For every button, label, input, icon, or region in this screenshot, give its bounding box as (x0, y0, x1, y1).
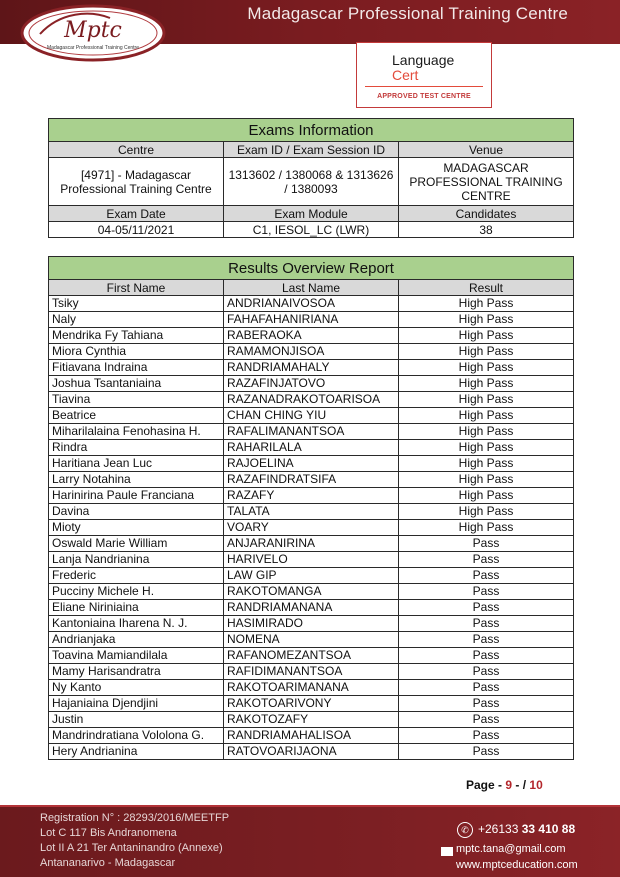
result-cell: Pass (399, 744, 574, 760)
last-name-cell: RAHARILALA (224, 440, 399, 456)
last-name-cell: RAFIDIMANANTSOA (224, 664, 399, 680)
phone-prefix: +26133 (478, 822, 519, 836)
first-name-cell: Haritiana Jean Luc (49, 456, 224, 472)
first-name-cell: Mendrika Fy Tahiana (49, 328, 224, 344)
table-row (49, 328, 574, 344)
mptc-logo (20, 4, 166, 62)
last-name-cell: RAFANOMEZANTSOA (224, 648, 399, 664)
phone-main: 33 410 88 (521, 822, 576, 836)
table-row (49, 568, 574, 584)
table-row (49, 600, 574, 616)
table-row (49, 728, 574, 744)
header-candidates: Candidates (399, 206, 574, 222)
table-row (49, 712, 574, 728)
first-name-cell: Tiavina (49, 392, 224, 408)
last-name-cell: RAZAFINDRATSIFA (224, 472, 399, 488)
page-number (466, 778, 543, 792)
exam-module-value: C1, IESOL_LC (LWR) (224, 222, 399, 238)
first-name-cell: Miharilalaina Fenohasina H. (49, 424, 224, 440)
registration-number: Registration N° : 28293/2016/MEETFP (40, 812, 230, 824)
result-cell: High Pass (399, 312, 574, 328)
result-cell: Pass (399, 648, 574, 664)
last-name-cell: ANDRIANAIVOSOA (224, 296, 399, 312)
results-body (49, 296, 574, 760)
last-name-cell: RAZAFINJATOVO (224, 376, 399, 392)
result-cell: Pass (399, 728, 574, 744)
header-venue: Venue (399, 142, 574, 158)
language-cert-badge (356, 42, 492, 108)
first-name-cell: Mioty (49, 520, 224, 536)
email-link[interactable]: mptc.tana@gmail.com (456, 843, 566, 855)
last-name-cell: CHAN CHING YIU (224, 408, 399, 424)
table-row (49, 696, 574, 712)
result-cell: Pass (399, 712, 574, 728)
result-cell: High Pass (399, 392, 574, 408)
table-row (49, 744, 574, 760)
last-name-cell: RAKOTOARIVONY (224, 696, 399, 712)
first-name-cell: Beatrice (49, 408, 224, 424)
first-name-cell: Toavina Mamiandilala (49, 648, 224, 664)
language-cert-line1: Language (392, 52, 455, 68)
last-name-cell: HARIVELO (224, 552, 399, 568)
table-row (49, 616, 574, 632)
logo-subtext: Madagascar Professional Training Centre (47, 45, 139, 51)
table-row (49, 360, 574, 376)
result-cell: High Pass (399, 376, 574, 392)
table-row (49, 376, 574, 392)
last-name-cell: RANDRIAMANANA (224, 600, 399, 616)
exams-information-title: Exams Information (49, 119, 574, 142)
exam-id-value: 1313602 / 1380068 & 1313626 / 1380093 (224, 158, 399, 206)
first-name-cell: Mamy Harisandratra (49, 664, 224, 680)
last-name-cell: RAFALIMANANTSOA (224, 424, 399, 440)
header-title: Madagascar Professional Training Centre (247, 4, 568, 23)
mail-icon (441, 847, 453, 856)
candidates-value: 38 (399, 222, 574, 238)
last-name-cell: RANDRIAMAHALY (224, 360, 399, 376)
first-name-cell: Mandrindratiana Vololona G. (49, 728, 224, 744)
address-line-1: Lot C 117 Bis Andranomena (40, 827, 177, 839)
last-name-cell: RAKOTOMANGA (224, 584, 399, 600)
table-row (49, 456, 574, 472)
approved-test-centre-label: APPROVED TEST CENTRE (377, 93, 471, 100)
first-name-cell: Larry Notahina (49, 472, 224, 488)
phone-icon: ✆ (457, 822, 473, 838)
address-line-3: Antananarivo - Madagascar (40, 857, 176, 869)
table-row (49, 472, 574, 488)
result-cell: High Pass (399, 440, 574, 456)
last-name-cell: RAJOELINA (224, 456, 399, 472)
last-name-cell: RAZANADRAKOTOARISOA (224, 392, 399, 408)
last-name-cell: HASIMIRADO (224, 616, 399, 632)
result-cell: High Pass (399, 328, 574, 344)
page-footer (0, 805, 620, 877)
result-cell: Pass (399, 632, 574, 648)
page-total: 10 (529, 778, 543, 792)
table-row (49, 552, 574, 568)
table-row (49, 520, 574, 536)
first-name-cell: Kantoniaina Iharena N. J. (49, 616, 224, 632)
result-cell: High Pass (399, 344, 574, 360)
last-name-cell: LAW GIP (224, 568, 399, 584)
result-cell: High Pass (399, 456, 574, 472)
table-row (49, 536, 574, 552)
table-row (49, 344, 574, 360)
language-cert-line2: Cert (392, 67, 419, 83)
first-name-cell: Miora Cynthia (49, 344, 224, 360)
last-name-cell: NOMENA (224, 632, 399, 648)
header-exam-date: Exam Date (49, 206, 224, 222)
last-name-cell: RATOVOARIJAONA (224, 744, 399, 760)
first-name-cell: Eliane Niriniaina (49, 600, 224, 616)
first-name-cell: Oswald Marie William (49, 536, 224, 552)
result-cell: Pass (399, 680, 574, 696)
header-first-name: First Name (49, 280, 224, 296)
first-name-cell: Harinirina Paule Franciana (49, 488, 224, 504)
first-name-cell: Tsiky (49, 296, 224, 312)
footer-divider (0, 805, 620, 807)
table-row (49, 680, 574, 696)
result-cell: Pass (399, 568, 574, 584)
table-row (49, 312, 574, 328)
table-row (49, 440, 574, 456)
result-cell: High Pass (399, 424, 574, 440)
last-name-cell: FAHAFAHANIRIANA (224, 312, 399, 328)
last-name-cell: RAKOTOARIMANANA (224, 680, 399, 696)
result-cell: High Pass (399, 296, 574, 312)
table-row (49, 632, 574, 648)
table-row (49, 584, 574, 600)
result-cell: Pass (399, 584, 574, 600)
result-cell: High Pass (399, 488, 574, 504)
address-line-2: Lot II A 21 Ter Antaninandro (Annexe) (40, 842, 223, 854)
result-cell: High Pass (399, 504, 574, 520)
result-cell: Pass (399, 536, 574, 552)
first-name-cell: Hajaniaina Djendjini (49, 696, 224, 712)
result-cell: High Pass (399, 360, 574, 376)
first-name-cell: Andrianjaka (49, 632, 224, 648)
result-cell: Pass (399, 664, 574, 680)
results-overview-table (48, 256, 574, 760)
language-cert-divider (365, 86, 483, 87)
header-result: Result (399, 280, 574, 296)
result-cell: Pass (399, 616, 574, 632)
logo-text: Mptc (64, 18, 122, 43)
table-row (49, 488, 574, 504)
table-row (49, 296, 574, 312)
table-row (49, 664, 574, 680)
venue-value: MADAGASCAR PROFESSIONAL TRAINING CENTRE (399, 158, 574, 206)
exam-date-value: 04-05/11/2021 (49, 222, 224, 238)
first-name-cell: Davina (49, 504, 224, 520)
last-name-cell: ANJARANIRINA (224, 536, 399, 552)
first-name-cell: Ny Kanto (49, 680, 224, 696)
results-overview-title: Results Overview Report (49, 257, 574, 280)
last-name-cell: RAZAFY (224, 488, 399, 504)
website-link[interactable]: www.mptceducation.com (456, 859, 578, 871)
first-name-cell: Fitiavana Indraina (49, 360, 224, 376)
result-cell: Pass (399, 552, 574, 568)
last-name-cell: VOARY (224, 520, 399, 536)
centre-value: [4971] - Madagascar Professional Training Centre (49, 158, 224, 206)
header-last-name: Last Name (224, 280, 399, 296)
result-cell: High Pass (399, 520, 574, 536)
result-cell: Pass (399, 600, 574, 616)
result-cell: High Pass (399, 472, 574, 488)
exams-information-table (48, 118, 574, 238)
header-centre: Centre (49, 142, 224, 158)
last-name-cell: RAKOTOZAFY (224, 712, 399, 728)
phone-number (478, 822, 575, 836)
last-name-cell: RABERAOKA (224, 328, 399, 344)
last-name-cell: RAMAMONJISOA (224, 344, 399, 360)
first-name-cell: Naly (49, 312, 224, 328)
first-name-cell: Hery Andrianina (49, 744, 224, 760)
first-name-cell: Frederic (49, 568, 224, 584)
page-separator: - / (515, 778, 527, 792)
last-name-cell: RANDRIAMAHALISOA (224, 728, 399, 744)
first-name-cell: Justin (49, 712, 224, 728)
table-row (49, 424, 574, 440)
first-name-cell: Pucciny Michele H. (49, 584, 224, 600)
last-name-cell: TALATA (224, 504, 399, 520)
page-current: 9 (505, 778, 513, 792)
result-cell: High Pass (399, 408, 574, 424)
table-row (49, 648, 574, 664)
header-exam-id: Exam ID / Exam Session ID (224, 142, 399, 158)
first-name-cell: Joshua Tsantaniaina (49, 376, 224, 392)
page-label: Page - (466, 778, 503, 792)
table-row (49, 504, 574, 520)
table-row (49, 392, 574, 408)
table-row (49, 408, 574, 424)
first-name-cell: Lanja Nandrianina (49, 552, 224, 568)
first-name-cell: Rindra (49, 440, 224, 456)
header-exam-module: Exam Module (224, 206, 399, 222)
result-cell: Pass (399, 696, 574, 712)
